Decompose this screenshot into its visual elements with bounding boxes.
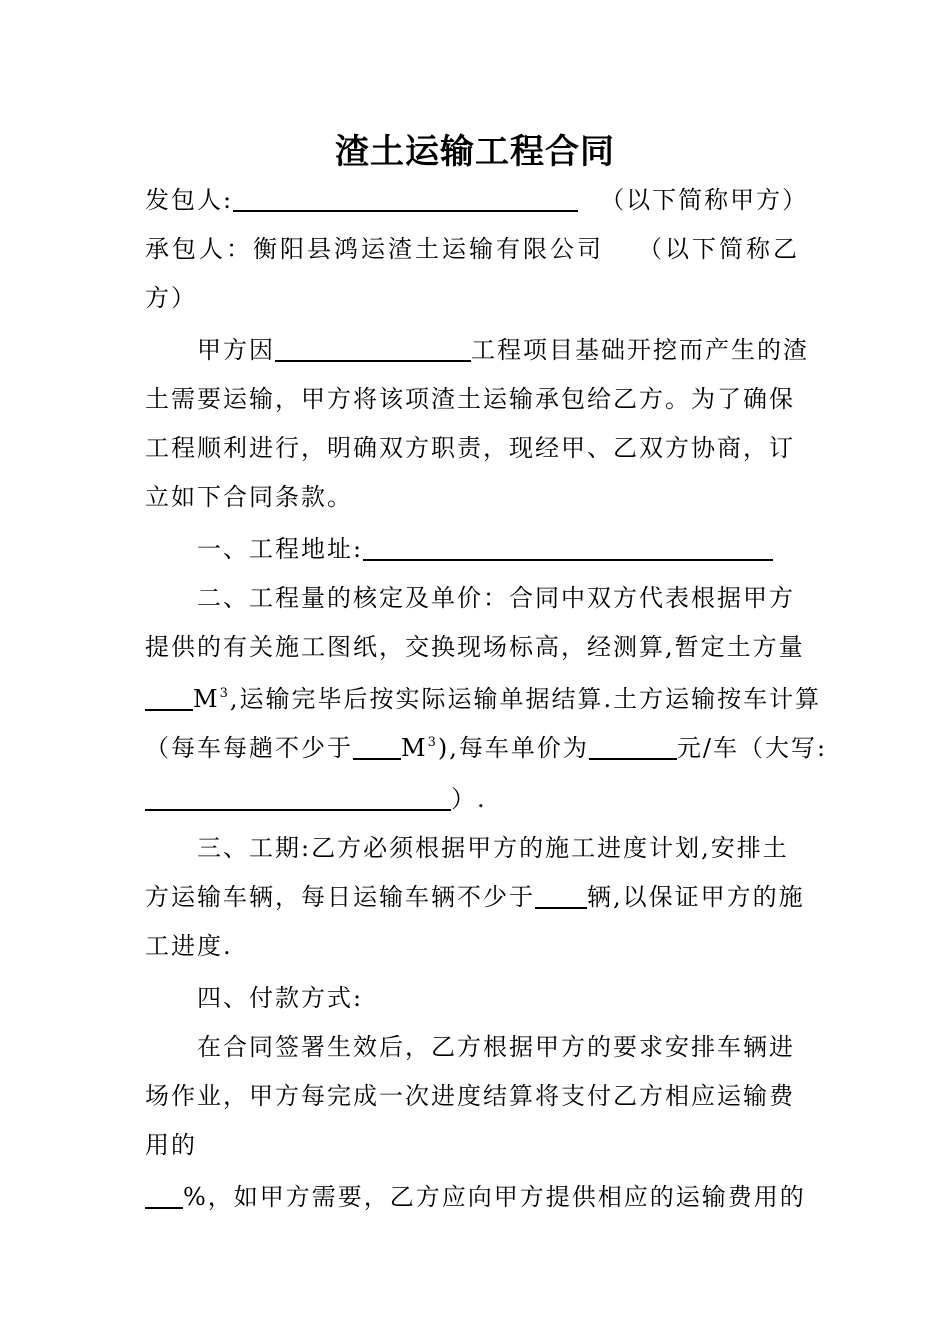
paragraph-line — [145, 728, 828, 768]
line-text: ）. — [451, 785, 487, 813]
line-text: 甲方因 — [197, 336, 275, 364]
unit-text: M — [193, 685, 220, 713]
price-in-words-blank[interactable] — [145, 783, 451, 811]
line-text: 元/车（大写: — [676, 734, 828, 762]
paragraph-line — [145, 379, 820, 419]
line-text: 工程项目基础开挖而产生的渣 — [471, 336, 809, 364]
line-text: 场作业，甲方每完成一次进度结算将支付乙方相应运输费 — [145, 1082, 795, 1110]
document-title: 渣土运输工程合同 — [335, 132, 615, 172]
paragraph-line — [197, 1027, 820, 1067]
unit-text: M — [401, 734, 428, 762]
paragraph-line — [145, 679, 820, 719]
clause-3-heading — [197, 828, 820, 868]
line-text: 三、工期:乙方必须根据甲方的施工进度计划,安排土 — [197, 834, 789, 862]
issuer-alias: （以下简称甲方） — [600, 186, 809, 214]
line-text: 用的 — [145, 1131, 197, 1159]
paragraph-line — [145, 278, 820, 318]
line-text: 工进度. — [145, 932, 233, 960]
vehicle-count-blank[interactable] — [535, 881, 587, 909]
percentage-blank[interactable] — [145, 1181, 183, 1209]
paragraph-line — [145, 1125, 820, 1165]
paragraph-line — [145, 477, 820, 517]
paragraph-line — [197, 330, 820, 370]
volume-blank[interactable] — [145, 683, 193, 711]
paragraph-line — [145, 779, 820, 819]
issuer-label: 发包人: — [145, 186, 234, 214]
unit-superscript: 3 — [427, 735, 438, 750]
paragraph-line — [145, 1076, 820, 1116]
paragraph-line — [145, 428, 820, 468]
per-trip-volume-blank[interactable] — [353, 732, 401, 760]
paragraph-line — [145, 926, 820, 966]
unit-superscript: 3 — [219, 686, 230, 701]
issuer-blank[interactable] — [233, 184, 578, 212]
line-text: 工程顺利进行，明确双方职责，现经甲、乙双方协商，订 — [145, 434, 795, 462]
line-text: （每车每趟不少于 — [145, 734, 353, 762]
line-text: 四、付款方式: — [197, 984, 364, 1012]
clause-1-address — [197, 529, 820, 569]
line-text: 辆,以保证甲方的施 — [587, 883, 805, 911]
contractor-alias: （以下简称乙 — [638, 235, 800, 263]
contractor-line — [145, 229, 820, 269]
unit-price-blank[interactable] — [589, 732, 677, 760]
line-text: ,运输完毕后按实际运输单据结算.土方运输按车计算 — [229, 685, 822, 713]
line-text: 一、工程地址: — [197, 535, 364, 563]
contractor-text: 承包人：衡阳县鸿运渣土运输有限公司 — [145, 235, 604, 263]
line-text: 在合同签署生效后，乙方根据甲方的要求安排车辆进 — [197, 1033, 795, 1061]
address-blank[interactable] — [363, 533, 773, 561]
clause-4-heading — [197, 978, 820, 1018]
project-name-blank[interactable] — [275, 334, 471, 362]
contractor-issuer-line — [145, 180, 820, 220]
line-text: 方运输车辆，每日运输车辆不少于 — [145, 883, 535, 911]
line-text: 土需要运输，甲方将该项渣土运输承包给乙方。为了确保 — [145, 385, 795, 413]
line-text: 立如下合同条款。 — [145, 483, 353, 511]
line-text: 二、工程量的核定及单价：合同中双方代表根据甲方 — [197, 584, 795, 612]
paragraph-line — [145, 1177, 820, 1217]
line-text: 提供的有关施工图纸，交换现场标高，经测算,暂定土方量 — [145, 633, 805, 661]
line-text: %，如甲方需要，乙方应向甲方提供相应的运输费用的 — [183, 1183, 806, 1211]
line-text: 方） — [145, 284, 197, 312]
clause-2-heading — [197, 578, 820, 618]
paragraph-line — [145, 877, 820, 917]
line-text: ),每车单价为 — [437, 734, 589, 762]
paragraph-line — [145, 627, 820, 667]
